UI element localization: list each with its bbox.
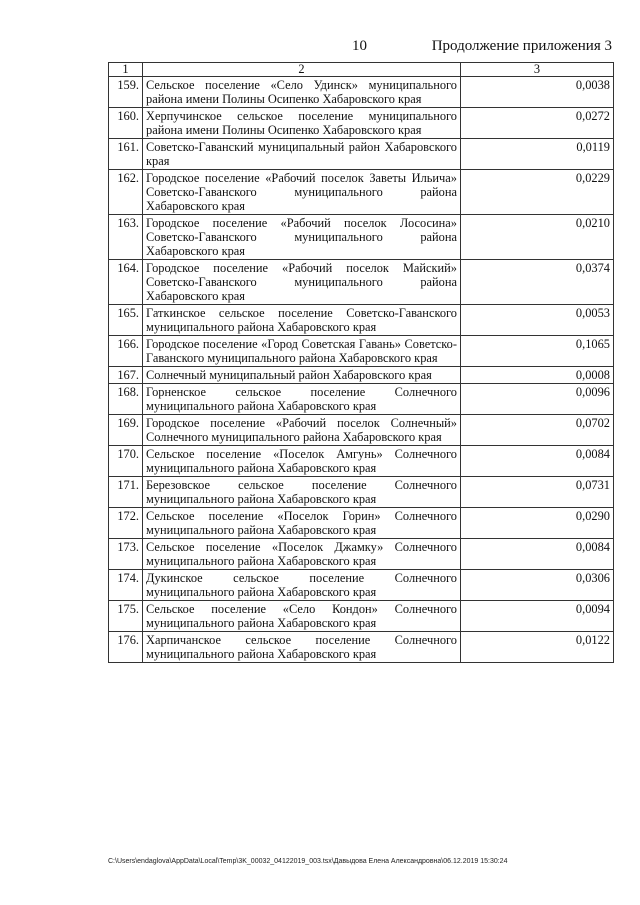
table-row — [109, 632, 614, 663]
coefficient-value: 0,1065 — [461, 336, 614, 367]
row-number: 168. — [109, 384, 143, 415]
municipality-name: Дукинское сельское поселение Солнечного муниципального района Хабаровского края — [143, 570, 461, 601]
column-header-1: 1 — [109, 63, 143, 77]
column-header-3: 3 — [461, 63, 614, 77]
municipality-name: Солнечный муниципальный район Хабаровского края — [143, 367, 461, 384]
table-row — [109, 77, 614, 108]
municipality-name: Березовское сельское поселение Солнечного муниципального района Хабаровского края — [143, 477, 461, 508]
row-number: 173. — [109, 539, 143, 570]
continuation-label: Продолжение приложения 3 — [431, 38, 612, 54]
coefficient-value: 0,0290 — [461, 508, 614, 539]
row-number: 176. — [109, 632, 143, 663]
table-row — [109, 384, 614, 415]
coefficient-value: 0,0702 — [461, 415, 614, 446]
row-number: 159. — [109, 77, 143, 108]
table-row — [109, 601, 614, 632]
coefficient-value: 0,0210 — [461, 215, 614, 260]
municipality-name: Херпучинское сельское поселение муниципального района имени Полины Осипенко Хабаровского края — [143, 108, 461, 139]
table-row — [109, 539, 614, 570]
row-number: 169. — [109, 415, 143, 446]
row-number: 162. — [109, 170, 143, 215]
coefficient-value: 0,0229 — [461, 170, 614, 215]
municipality-name: Советско-Гаванский муниципальный район Хабаровского края — [143, 139, 461, 170]
row-number: 174. — [109, 570, 143, 601]
table-row — [109, 415, 614, 446]
municipality-name: Сельское поселение «Село Кондон» Солнечного муниципального района Хабаровского края — [143, 601, 461, 632]
coefficient-value: 0,0038 — [461, 77, 614, 108]
table-row — [109, 170, 614, 215]
coefficient-value: 0,0272 — [461, 108, 614, 139]
table-row — [109, 139, 614, 170]
coefficient-value: 0,0122 — [461, 632, 614, 663]
table-row — [109, 260, 614, 305]
municipality-name: Гаткинское сельское поселение Советско-Гаванского муниципального района Хабаровского края — [143, 305, 461, 336]
municipality-name: Городское поселение «Рабочий поселок Солнечный» Солнечного муниципального района Хабаровского края — [143, 415, 461, 446]
municipality-name: Сельское поселение «Поселок Горин» Солнечного муниципального района Хабаровского края — [143, 508, 461, 539]
row-number: 164. — [109, 260, 143, 305]
column-header-2: 2 — [143, 63, 461, 77]
coefficient-value: 0,0731 — [461, 477, 614, 508]
municipality-name: Городское поселение «Рабочий поселок Майский» Советско-Гаванского муниципального района Хабаровского края — [143, 260, 461, 305]
row-number: 161. — [109, 139, 143, 170]
table-row — [109, 108, 614, 139]
coefficient-value: 0,0084 — [461, 539, 614, 570]
municipality-name: Сельское поселение «Поселок Джамку» Солнечного муниципального района Хабаровского края — [143, 539, 461, 570]
row-number: 170. — [109, 446, 143, 477]
coefficient-value: 0,0008 — [461, 367, 614, 384]
coefficient-value: 0,0053 — [461, 305, 614, 336]
coefficient-value: 0,0094 — [461, 601, 614, 632]
table-row — [109, 446, 614, 477]
row-number: 175. — [109, 601, 143, 632]
row-number: 165. — [109, 305, 143, 336]
municipality-name: Городское поселение «Рабочий поселок Лососина» Советско-Гаванского муниципального района Хабаровского края — [143, 215, 461, 260]
table-row — [109, 508, 614, 539]
coefficient-value: 0,0119 — [461, 139, 614, 170]
table-row — [109, 336, 614, 367]
page-number: 10 — [352, 38, 367, 54]
municipality-name: Сельское поселение «Село Удинск» муниципального района имени Полины Осипенко Хабаровского края — [143, 77, 461, 108]
row-number: 163. — [109, 215, 143, 260]
coefficient-value: 0,0084 — [461, 446, 614, 477]
row-number: 172. — [109, 508, 143, 539]
coefficient-value: 0,0096 — [461, 384, 614, 415]
table-body — [109, 77, 614, 663]
table-row — [109, 477, 614, 508]
municipality-name: Городское поселение «Рабочий поселок Заветы Ильича» Советско-Гаванского муниципального района Хабаровского края — [143, 170, 461, 215]
table-row — [109, 215, 614, 260]
municipality-name: Горненское сельское поселение Солнечного муниципального района Хабаровского края — [143, 384, 461, 415]
coefficient-value: 0,0374 — [461, 260, 614, 305]
table-header-row — [109, 63, 614, 77]
municipality-name: Сельское поселение «Поселок Амгунь» Солнечного муниципального района Хабаровского края — [143, 446, 461, 477]
table-row — [109, 305, 614, 336]
row-number: 166. — [109, 336, 143, 367]
table-row — [109, 367, 614, 384]
municipality-name: Городское поселение «Город Советская Гавань» Советско-Гаванского муниципального района Хабаровского края — [143, 336, 461, 367]
row-number: 171. — [109, 477, 143, 508]
allocation-table — [108, 62, 614, 663]
coefficient-value: 0,0306 — [461, 570, 614, 601]
municipality-name: Харпичанское сельское поселение Солнечного муниципального района Хабаровского края — [143, 632, 461, 663]
row-number: 160. — [109, 108, 143, 139]
row-number: 167. — [109, 367, 143, 384]
table-row — [109, 570, 614, 601]
file-path-footer: C:\Users\endaglova\AppData\Local\Temp\3K_00032_04122019_003.tsx\Давыдова Елена Александровна\06.12.2019 15:30:24 — [108, 858, 508, 865]
